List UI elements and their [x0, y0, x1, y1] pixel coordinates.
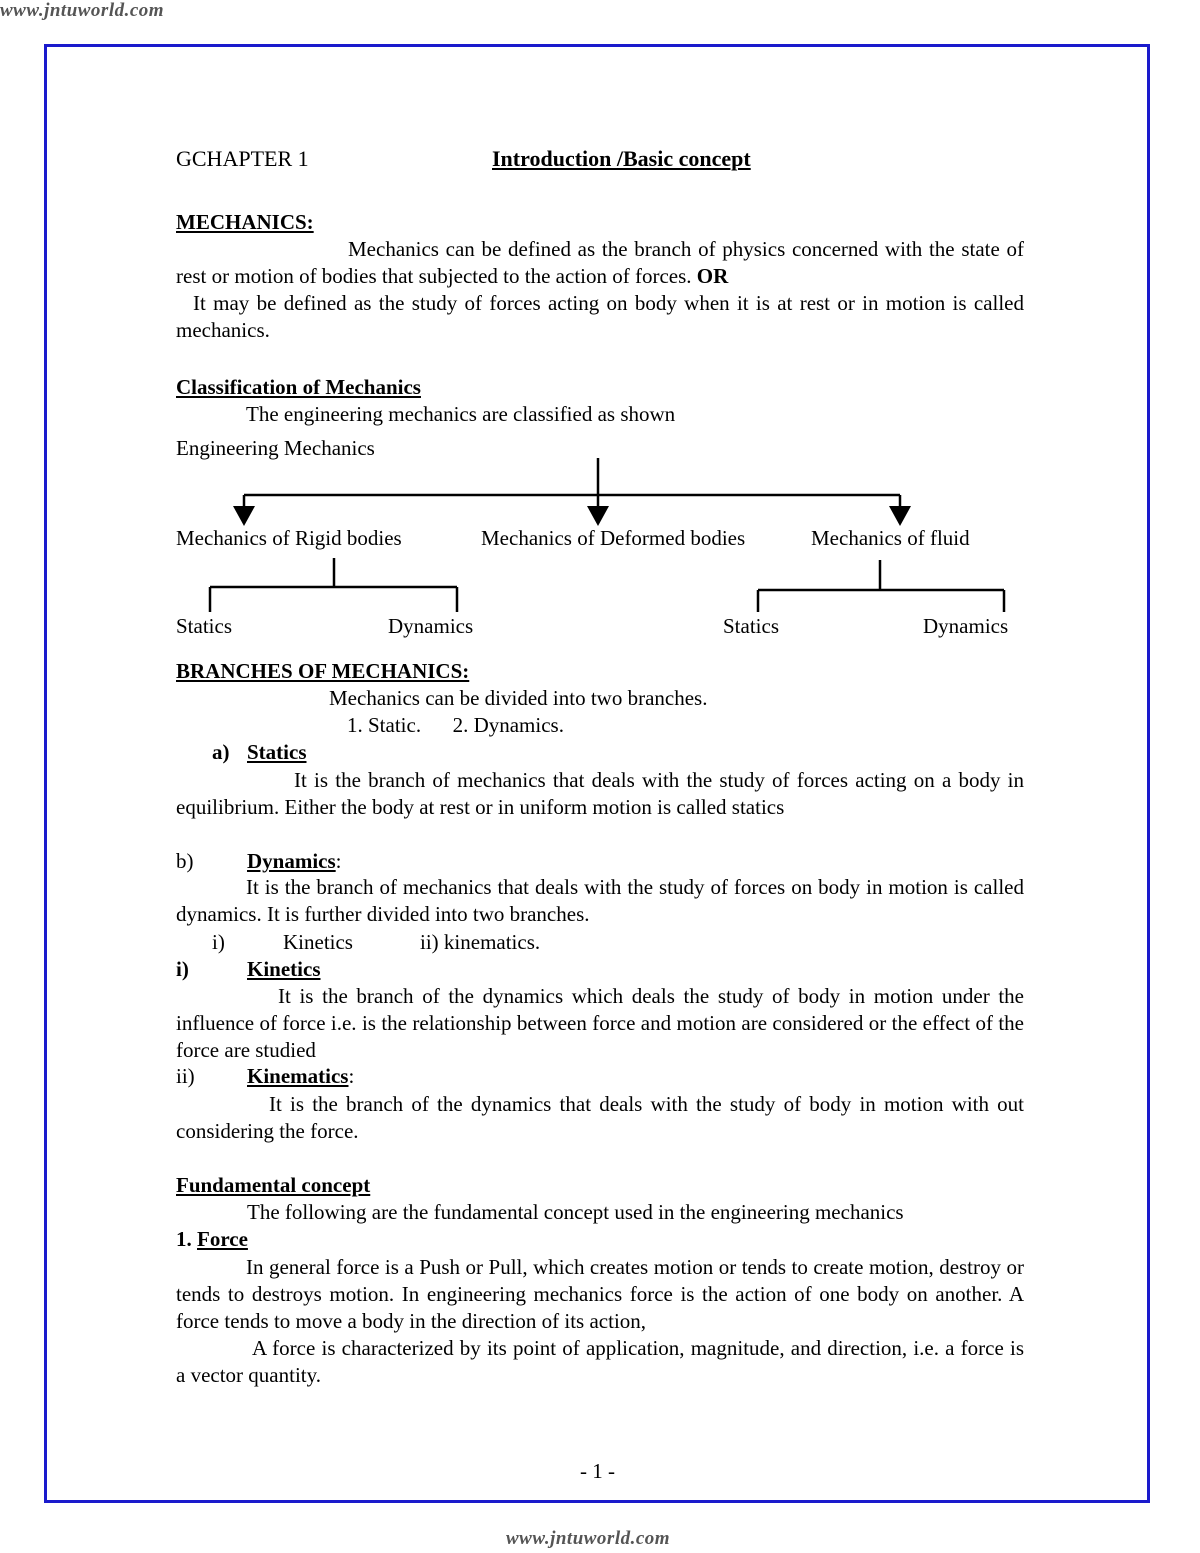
tree-node-fluid: Mechanics of fluid [811, 526, 970, 550]
watermark-bottom: www.jntuworld.com [506, 1528, 671, 1549]
force-characteristics: A force is characterized by its point of application, magnitude, and direction, i.e. a force is a vector quantity. [176, 1336, 1024, 1387]
tree-leaf-rigid-statics: Statics [176, 614, 232, 638]
classification-heading: Classification of Mechanics [176, 375, 421, 399]
tree-root: Engineering Mechanics [176, 436, 375, 460]
dynamics-title-line [247, 848, 342, 875]
dynamics-colon: : [335, 849, 342, 873]
mechanics-definition-text: Mechanics can be defined as the branch of physics concerned with the state of rest or motion of bodies that subjected to the action of forces. [176, 237, 1024, 288]
kinematics-title: Kinematics [247, 1064, 349, 1088]
statics-title: Statics [247, 740, 307, 764]
kinematics-text: It is the branch of the dynamics that deals with the study of body in motion with out considering the force. [176, 1092, 1024, 1143]
branches-heading: BRANCHES OF MECHANICS: [176, 659, 470, 683]
tree-node-rigid: Mechanics of Rigid bodies [176, 526, 402, 550]
kinematics-colon: : [348, 1064, 355, 1088]
kinematics-title-line [247, 1063, 354, 1090]
mechanics-definition-alt: It may be defined as the study of forces acting on body when it is at rest or in motion is called mechanics. [176, 291, 1024, 342]
kinetics-title: Kinetics [247, 957, 321, 981]
fundamental-intro: The following are the fundamental concept used in the engineering mechanics [247, 1200, 904, 1224]
watermark-top: www.jntuworld.com [0, 0, 165, 21]
arrow-deformed [587, 506, 609, 526]
chapter-number: GCHAPTER 1 [176, 146, 309, 171]
classification-tree-lines [0, 0, 1200, 700]
dynamics-sub1-label: i) [212, 930, 225, 954]
branches-list: 1. Static. 2. Dynamics. [347, 713, 564, 737]
kinematics-label: ii) [176, 1064, 195, 1088]
chapter-title: Introduction /Basic concept [492, 146, 751, 171]
tree-leaf-rigid-dynamics: Dynamics [388, 614, 474, 638]
force-title: Force [197, 1227, 248, 1251]
dynamics-label: b) [176, 849, 194, 873]
tree-leaf-fluid-dynamics: Dynamics [923, 614, 1009, 638]
dynamics-text: It is the branch of mechanics that deals with the study of forces on body in motion is called dynamics. It is further divided into two branches. [176, 875, 1024, 926]
classification-intro: The engineering mechanics are classified as shown [246, 402, 676, 426]
dynamics-sub1-text: Kinetics [283, 930, 353, 954]
or-label: OR [696, 264, 729, 288]
force-heading-line [176, 1226, 248, 1253]
tree-node-deformed: Mechanics of Deformed bodies [481, 526, 746, 550]
force-definition: In general force is a Push or Pull, which creates motion or tends to create motion, destroy or tends to destroys motion. In engineering mechanics force is the action of one body on another. A force tends to move a body in the direction of its action, [176, 1255, 1024, 1333]
statics-text: It is the branch of mechanics that deals with the study of forces acting on a body in equilibrium. Either the body at rest or in uniform motion is called statics [176, 768, 1024, 819]
kinetics-label: i) [176, 957, 189, 981]
statics-label: a) [212, 740, 230, 764]
page-number: - 1 - [580, 1459, 615, 1483]
mechanics-heading: MECHANICS: [176, 210, 314, 234]
branches-intro: Mechanics can be divided into two branches. [329, 686, 708, 710]
fundamental-heading: Fundamental concept [176, 1173, 371, 1197]
dynamics-sub2: ii) kinematics. [420, 930, 541, 954]
dynamics-title: Dynamics [247, 849, 336, 873]
kinetics-text: It is the branch of the dynamics which deals the study of body in motion under the influence of force i.e. is the relationship between force and motion are considered or the effect of the force are studied [176, 984, 1024, 1062]
arrow-fluid [889, 506, 911, 526]
arrow-rigid [233, 506, 255, 526]
tree-leaf-fluid-statics: Statics [723, 614, 779, 638]
force-number: 1. [176, 1227, 192, 1251]
